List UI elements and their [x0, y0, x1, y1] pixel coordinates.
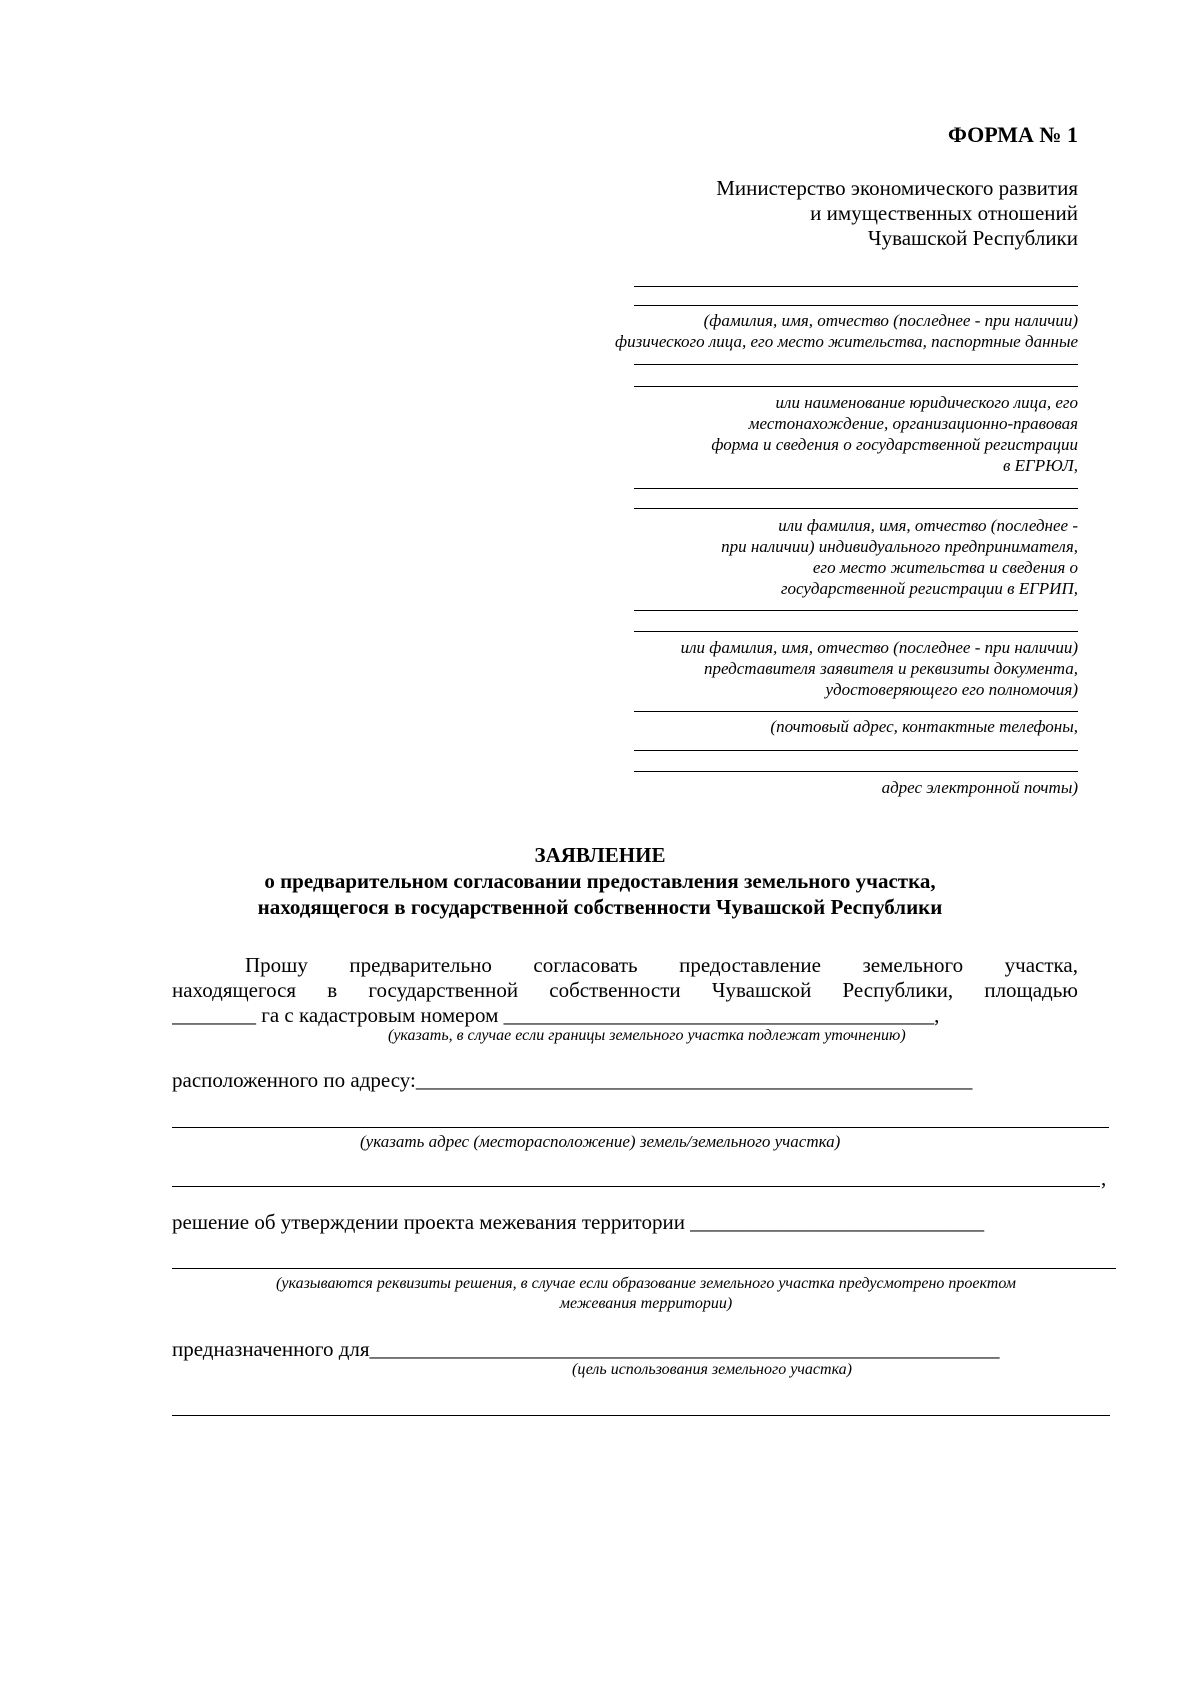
applicant-note-1-line-2: физического лица, его место жительства, паспортные данные: [615, 332, 1078, 351]
request-line-1: Прошу предварительно согласовать предоставление земельного участка,: [245, 953, 1078, 977]
statement-heading: ЗАЯВЛЕНИЕ: [534, 843, 666, 867]
addressee-line-1: Министерство экономического развития: [716, 176, 1078, 200]
form-title: ФОРМА № 1: [947, 122, 1078, 147]
addressee-line-3: Чувашской Республики: [867, 226, 1078, 250]
address-fill-line[interactable]: [172, 1127, 1109, 1128]
applicant-fill-line[interactable]: [634, 286, 1078, 287]
purpose-note: (цель использования земельного участка): [572, 1361, 852, 1378]
decision-line[interactable]: решение об утверждении проекта межевания территории ____________________________: [172, 1210, 985, 1234]
applicant-fill-line[interactable]: [634, 610, 1078, 611]
purpose-line[interactable]: предназначенного для____________________________________________________________: [172, 1337, 1000, 1361]
applicant-fill-line[interactable]: [634, 711, 1078, 712]
statement-subheading-line-1: о предварительном согласовании предоставления земельного участка,: [264, 869, 936, 893]
applicant-note-2-line-2: местонахождение, организационно-правовая: [748, 414, 1078, 433]
decision-fill-line[interactable]: [172, 1268, 1116, 1269]
applicant-note-2-line-1: или наименование юридического лица, его: [775, 393, 1078, 412]
applicant-fill-line[interactable]: [634, 631, 1078, 632]
decision-note-line-1: (указываются реквизиты решения, в случае если образование земельного участка предусмотрено проектом: [276, 1275, 1016, 1292]
purpose-fill-line[interactable]: [172, 1415, 1110, 1416]
applicant-note-4-line-3: удостоверяющего его полномочия): [825, 680, 1078, 699]
applicant-fill-line[interactable]: [634, 750, 1078, 751]
address-end-comma: ,: [1101, 1166, 1107, 1190]
applicant-fill-line[interactable]: [634, 364, 1078, 365]
address-note: (указать адрес (месторасположение) земель/земельного участка): [360, 1132, 841, 1151]
applicant-note-3-line-3: его место жительства и сведения о: [812, 558, 1078, 577]
applicant-fill-line[interactable]: [634, 508, 1078, 509]
applicant-fill-line[interactable]: [634, 386, 1078, 387]
area-cadastral-note: (указать, в случае если границы земельного участка подлежат уточнению): [388, 1027, 906, 1044]
address-line[interactable]: расположенного по адресу:_____________________________________________________: [172, 1068, 973, 1092]
applicant-fill-line[interactable]: [634, 488, 1078, 489]
request-line-2: находящегося в государственной собственности Чувашской Республики, площадью: [172, 978, 1078, 1002]
contact-note: (почтовый адрес, контактные телефоны,: [770, 717, 1078, 736]
statement-subheading-line-2: находящегося в государственной собственности Чувашской Республики: [257, 895, 943, 919]
applicant-fill-line[interactable]: [634, 305, 1078, 306]
email-note: адрес электронной почты): [881, 778, 1078, 797]
request-line-3[interactable]: ________ га с кадастровым номером _________________________________________,: [172, 1003, 940, 1027]
decision-note-line-2: межевания территории): [559, 1295, 733, 1312]
address-fill-line[interactable]: [172, 1186, 1100, 1187]
applicant-note-4-line-2: представителя заявителя и реквизиты документа,: [703, 659, 1078, 678]
applicant-note-3-line-1: или фамилия, имя, отчество (последнее -: [778, 516, 1078, 535]
applicant-note-4-line-1: или фамилия, имя, отчество (последнее - при наличии): [680, 638, 1078, 657]
applicant-note-3-line-4: государственной регистрации в ЕГРИП,: [780, 579, 1078, 598]
applicant-fill-line[interactable]: [634, 771, 1078, 772]
applicant-note-1-line-1: (фамилия, имя, отчество (последнее - при наличии): [703, 311, 1078, 330]
addressee-line-2: и имущественных отношений: [810, 201, 1078, 225]
applicant-note-2-line-4: в ЕГРЮЛ,: [1003, 456, 1078, 475]
applicant-note-2-line-3: форма и сведения о государственной регистрации: [711, 435, 1078, 454]
applicant-note-3-line-2: при наличии) индивидуального предпринимателя,: [721, 537, 1078, 556]
